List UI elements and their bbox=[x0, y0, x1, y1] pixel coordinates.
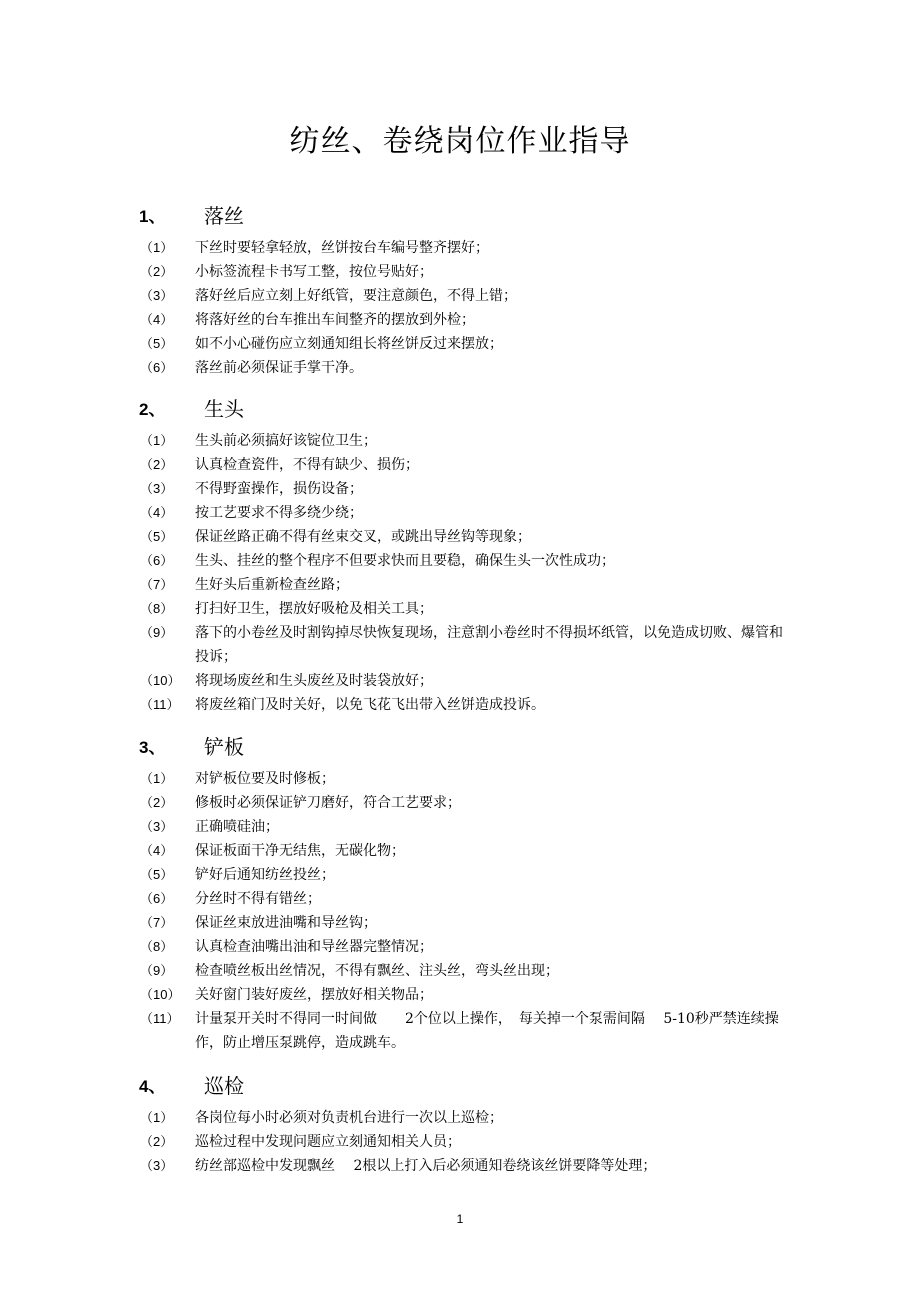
item-number: （3） bbox=[140, 1158, 174, 1173]
item-text: 将落好丝的台车推出车间整齐的摆放到外检； bbox=[195, 312, 475, 328]
section-number: 1、 bbox=[139, 207, 166, 226]
section-title: 生头 bbox=[204, 397, 244, 421]
section-number: 4、 bbox=[139, 1077, 166, 1096]
item-text: 下丝时要轻拿轻放，丝饼按台车编号整齐摆好； bbox=[195, 240, 489, 256]
item-text: 不得野蛮操作，损伤设备； bbox=[195, 481, 363, 497]
item-number: （1） bbox=[140, 433, 174, 448]
list-item bbox=[0, 621, 920, 669]
item-number: （6） bbox=[140, 360, 174, 375]
item-text: 修板时必须保证铲刀磨好，符合工艺要求； bbox=[195, 795, 461, 811]
list-item bbox=[0, 453, 920, 477]
list-item bbox=[0, 477, 920, 501]
item-text: 按工艺要求不得多绕少绕； bbox=[195, 505, 363, 521]
item-list bbox=[0, 429, 920, 717]
item-text: 巡检过程中发现问题应立刻通知相关人员； bbox=[195, 1134, 461, 1150]
list-item bbox=[0, 429, 920, 453]
list-item bbox=[0, 284, 920, 308]
section-number: 2、 bbox=[139, 400, 166, 419]
item-number: （10） bbox=[140, 673, 181, 688]
item-number: （4） bbox=[140, 312, 174, 327]
item-number: （3） bbox=[140, 481, 174, 496]
item-text: 分丝时不得有错丝； bbox=[195, 891, 321, 907]
section-heading bbox=[0, 1070, 920, 1100]
item-number: （3） bbox=[140, 819, 174, 834]
item-number: （9） bbox=[140, 625, 174, 640]
list-item bbox=[0, 332, 920, 356]
item-text: 生好头后重新检查丝路； bbox=[195, 577, 349, 593]
item-list bbox=[0, 236, 920, 380]
item-number: （11） bbox=[140, 697, 180, 712]
list-item bbox=[0, 767, 920, 791]
section-4 bbox=[0, 1070, 920, 1178]
list-item bbox=[0, 815, 920, 839]
item-text: 将废丝箱门及时关好，以免飞花飞出带入丝饼造成投诉。 bbox=[195, 697, 545, 713]
section-2 bbox=[0, 393, 920, 717]
item-number: （7） bbox=[140, 577, 174, 592]
section-heading bbox=[0, 731, 920, 761]
list-item bbox=[0, 1106, 920, 1130]
item-number: （2） bbox=[140, 1134, 174, 1149]
item-text: 落下的小卷丝及时割钩掉尽快恢复现场，注意割小卷丝时不得损坏纸管，以免造成切败、爆管和投诉； bbox=[195, 625, 783, 665]
list-item bbox=[0, 525, 920, 549]
list-item bbox=[0, 791, 920, 815]
item-text: 各岗位每小时必须对负责机台进行一次以上巡检； bbox=[195, 1110, 503, 1126]
item-list bbox=[0, 1106, 920, 1178]
item-text: 关好窗门装好废丝，摆放好相关物品； bbox=[195, 987, 433, 1003]
item-number: （5） bbox=[140, 529, 174, 544]
item-text: 认真检查瓷件，不得有缺少、损伤； bbox=[195, 457, 419, 473]
item-number: （2） bbox=[140, 795, 174, 810]
section-heading bbox=[0, 393, 920, 423]
item-number: （11） bbox=[140, 1011, 180, 1026]
list-item bbox=[0, 356, 920, 380]
section-title: 落丝 bbox=[204, 204, 244, 228]
list-item bbox=[0, 501, 920, 525]
list-item bbox=[0, 260, 920, 284]
item-text: 对铲板位要及时修板； bbox=[195, 771, 335, 787]
item-number: （2） bbox=[140, 264, 174, 279]
list-item bbox=[0, 1130, 920, 1154]
document-title: 纺丝、卷绕岗位作业指导 bbox=[289, 124, 631, 159]
item-text: 保证板面干净无结焦，无碳化物； bbox=[195, 843, 405, 859]
section-1 bbox=[0, 200, 920, 380]
list-item bbox=[0, 597, 920, 621]
item-text: 生头前必须搞好该锭位卫生； bbox=[195, 433, 377, 449]
list-item bbox=[0, 983, 920, 1007]
item-text: 检查喷丝板出丝情况，不得有飘丝、注头丝，弯头丝出现； bbox=[195, 963, 559, 979]
list-item bbox=[0, 863, 920, 887]
item-number: （7） bbox=[140, 915, 174, 930]
item-number: （6） bbox=[140, 891, 174, 906]
item-text: 落丝前必须保证手掌干净。 bbox=[195, 360, 363, 376]
item-number: （1） bbox=[140, 240, 174, 255]
item-text: 纺丝部巡检中发现飘丝 2根以上打入后必须通知卷绕该丝饼要降等处理； bbox=[195, 1158, 657, 1174]
item-text: 落好丝后应立刻上好纸管，要注意颜色，不得上错； bbox=[195, 288, 517, 304]
section-number: 3、 bbox=[139, 738, 166, 757]
item-text: 小标签流程卡书写工整，按位号贴好； bbox=[195, 264, 433, 280]
item-text: 正确喷硅油； bbox=[195, 819, 279, 835]
list-item bbox=[0, 959, 920, 983]
item-text: 如不小心碰伤应立刻通知组长将丝饼反过来摆放； bbox=[195, 336, 503, 352]
list-item bbox=[0, 549, 920, 573]
item-number: （4） bbox=[140, 505, 174, 520]
item-number: （3） bbox=[140, 288, 174, 303]
section-3 bbox=[0, 731, 920, 1055]
list-item bbox=[0, 1007, 920, 1055]
item-number: （5） bbox=[140, 867, 174, 882]
item-number: （5） bbox=[140, 336, 174, 351]
section-title: 巡检 bbox=[204, 1074, 244, 1098]
item-number: （1） bbox=[140, 1110, 174, 1125]
item-number: （4） bbox=[140, 843, 174, 858]
item-text: 认真检查油嘴出油和导丝器完整情况； bbox=[195, 939, 433, 955]
list-item bbox=[0, 1154, 920, 1178]
item-number: （1） bbox=[140, 771, 174, 786]
item-number: （8） bbox=[140, 601, 174, 616]
list-item bbox=[0, 935, 920, 959]
item-text: 将现场废丝和生头废丝及时装袋放好； bbox=[195, 673, 433, 689]
item-number: （8） bbox=[140, 939, 174, 954]
section-heading bbox=[0, 200, 920, 230]
item-number: （6） bbox=[140, 553, 174, 568]
page-number: 1 bbox=[456, 1212, 464, 1226]
list-item bbox=[0, 669, 920, 693]
item-number: （9） bbox=[140, 963, 174, 978]
item-list bbox=[0, 767, 920, 1055]
list-item bbox=[0, 236, 920, 260]
item-text: 保证丝束放进油嘴和导丝钩； bbox=[195, 915, 377, 931]
item-text: 保证丝路正确不得有丝束交叉，或跳出导丝钩等现象； bbox=[195, 529, 531, 545]
item-text: 铲好后通知纺丝投丝； bbox=[195, 867, 335, 883]
list-item bbox=[0, 693, 920, 717]
item-text: 生头、挂丝的整个程序不但要求快而且要稳，确保生头一次性成功； bbox=[195, 553, 615, 569]
list-item bbox=[0, 573, 920, 597]
list-item bbox=[0, 308, 920, 332]
item-text: 计量泵开关时不得同一时间做 2个位以上操作， 每关掉一个泵需间隔 5-10秒严禁连续操作，防止增压泵跳停，造成跳车。 bbox=[195, 1011, 779, 1051]
item-text: 打扫好卫生，摆放好吸枪及相关工具； bbox=[195, 601, 433, 617]
list-item bbox=[0, 911, 920, 935]
item-number: （2） bbox=[140, 457, 174, 472]
section-title: 铲板 bbox=[204, 735, 244, 759]
list-item bbox=[0, 887, 920, 911]
list-item bbox=[0, 839, 920, 863]
item-number: （10） bbox=[140, 987, 181, 1002]
